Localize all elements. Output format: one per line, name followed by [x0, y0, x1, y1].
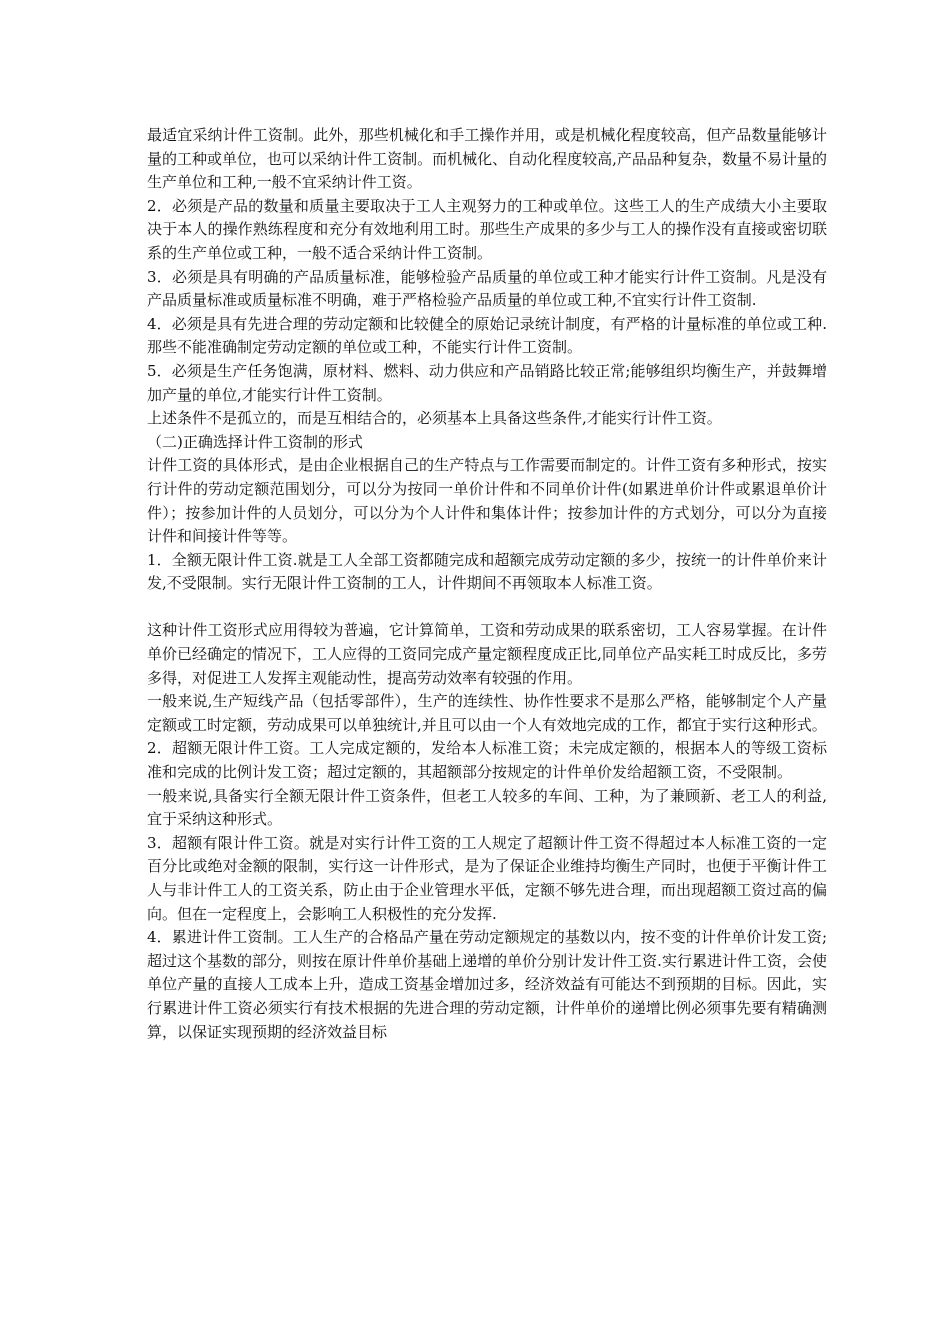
paragraph-intro-continuation: 最适宜采纳计件工资制。此外，那些机械化和手工操作并用，或是机械化程度较高，但产品数量能够计量的工种或单位，也可以采纳计件工资制。而机械化、自动化程度较高,产品品种复杂，数量不易计量的生产单位和工种,一般不宜采纳计件工资。: [147, 126, 827, 192]
paragraph-form-4: 4．累进计件工资制。工人生产的合格品产量在劳动定额规定的基数以内，按不变的计件单价计发工资;超过这个基数的部分，则按在原计件单价基础上递增的单价分别计发计件工资.实行累进计件工资，会使单位产量的直接人工成本上升，造成工资基金增加过多，经济效益有可能达不到预期的目标。因此，实行累进计件工资必须实行有技术根据的先进合理的劳动定额，计件单价的递增比例必须事先要有精确测算，以保证实现预期的经济效益目标: [147, 928, 827, 1041]
paragraph-conditions-summary: 上述条件不是孤立的，而是互相结合的，必须基本上具备这些条件,才能实行计件工资。: [147, 409, 722, 428]
paragraph-condition-2: 2．必须是产品的数量和质量主要取决于工人主观努力的工种或单位。这些工人的生产成绩大小主要取决于本人的操作熟练程度和充分有效地利用工时。那些生产成果的多少与工人的操作没有直接或密切联系的生产单位或工种，一般不适合采纳计件工资制。: [147, 196, 827, 262]
paragraph-condition-5: 5．必须是生产任务饱满，原材料、燃料、动力供应和产品销路比较正常;能够组织均衡生产，并鼓舞增加产量的单位,才能实行计件工资制。: [147, 361, 827, 404]
paragraph-form-1-detail: 这种计件工资形式应用得较为普遍，它计算简单，工资和劳动成果的联系密切，工人容易掌握。在计件单价已经确定的情况下，工人应得的工资同完成产量定额程度成正比,同单位产品实耗工时成反比，多劳多得，对促进工人发挥主观能动性，提高劳动效率有较强的作用。: [147, 621, 827, 687]
paragraph-form-1: 1．全额无限计件工资.就是工人全部工资都随完成和超额完成劳动定额的多少，按统一的计件单价来计发,不受限制。实行无限计件工资制的工人，计件期间不再领取本人标准工资。: [147, 550, 827, 593]
paragraph-form-2: 2．超额无限计件工资。工人完成定额的，发给本人标准工资；未完成定额的，根据本人的等级工资标准和完成的比例计发工资；超过定额的，其超额部分按规定的计件单价发给超额工资，不受限制。: [147, 739, 827, 782]
paragraph-condition-4: 4．必须是具有先进合理的劳动定额和比较健全的原始记录统计制度，有严格的计量标准的单位或工种.那些不能准确制定劳动定额的单位或工种，不能实行计件工资制。: [147, 314, 827, 357]
paragraph-form-2-applicability: 一般来说,具备实行全额无限计件工资条件，但老工人较多的车间、工种，为了兼顾新、老工人的利益,宜于采纳这种形式。: [147, 786, 827, 829]
paragraph-condition-3: 3．必须是具有明确的产品质量标准，能够检验产品质量的单位或工种才能实行计件工资制。凡是没有产品质量标准或质量标准不明确，难于严格检验产品质量的单位或工种,不宜实行计件工资制.: [147, 267, 827, 310]
paragraph-form-1-applicability: 一般来说,生产短线产品（包括零部件），生产的连续性、协作性要求不是那么严格，能够制定个人产量定额或工时定额，劳动成果可以单独统计,并且可以由一个人有效地完成的工作，都宜于实行这种形式。: [147, 692, 827, 734]
paragraph-forms-overview: 计件工资的具体形式，是由企业根据自己的生产特点与工作需要而制定的。计件工资有多种形式，按实行计件的劳动定额范围划分，可以分为按同一单价计件和不同单价计件(如累进单价计件或累退单价计件）；按参加计件的人员划分，可以分为个人计件和集体计件；按参加计件的方式划分，可以分为直接计件和间接计件等等。: [147, 456, 827, 546]
paragraph-form-3: 3．超额有限计件工资。就是对实行计件工资的工人规定了超额计件工资不得超过本人标准工资的一定百分比或绝对金额的限制，实行这一计件形式，是为了保证企业维持均衡生产同时，也便于平衡计件工人与非计件工人的工资关系，防止由于企业管理水平低，定额不够先进合理，而出现超额工资过高的偏向。但在一定程度上，会影响工人积极性的充分发挥.: [147, 833, 827, 923]
document-body: [147, 124, 827, 1044]
section-heading: （二)正确选择计件工资制的形式: [147, 432, 363, 451]
blank-line: [147, 596, 827, 620]
